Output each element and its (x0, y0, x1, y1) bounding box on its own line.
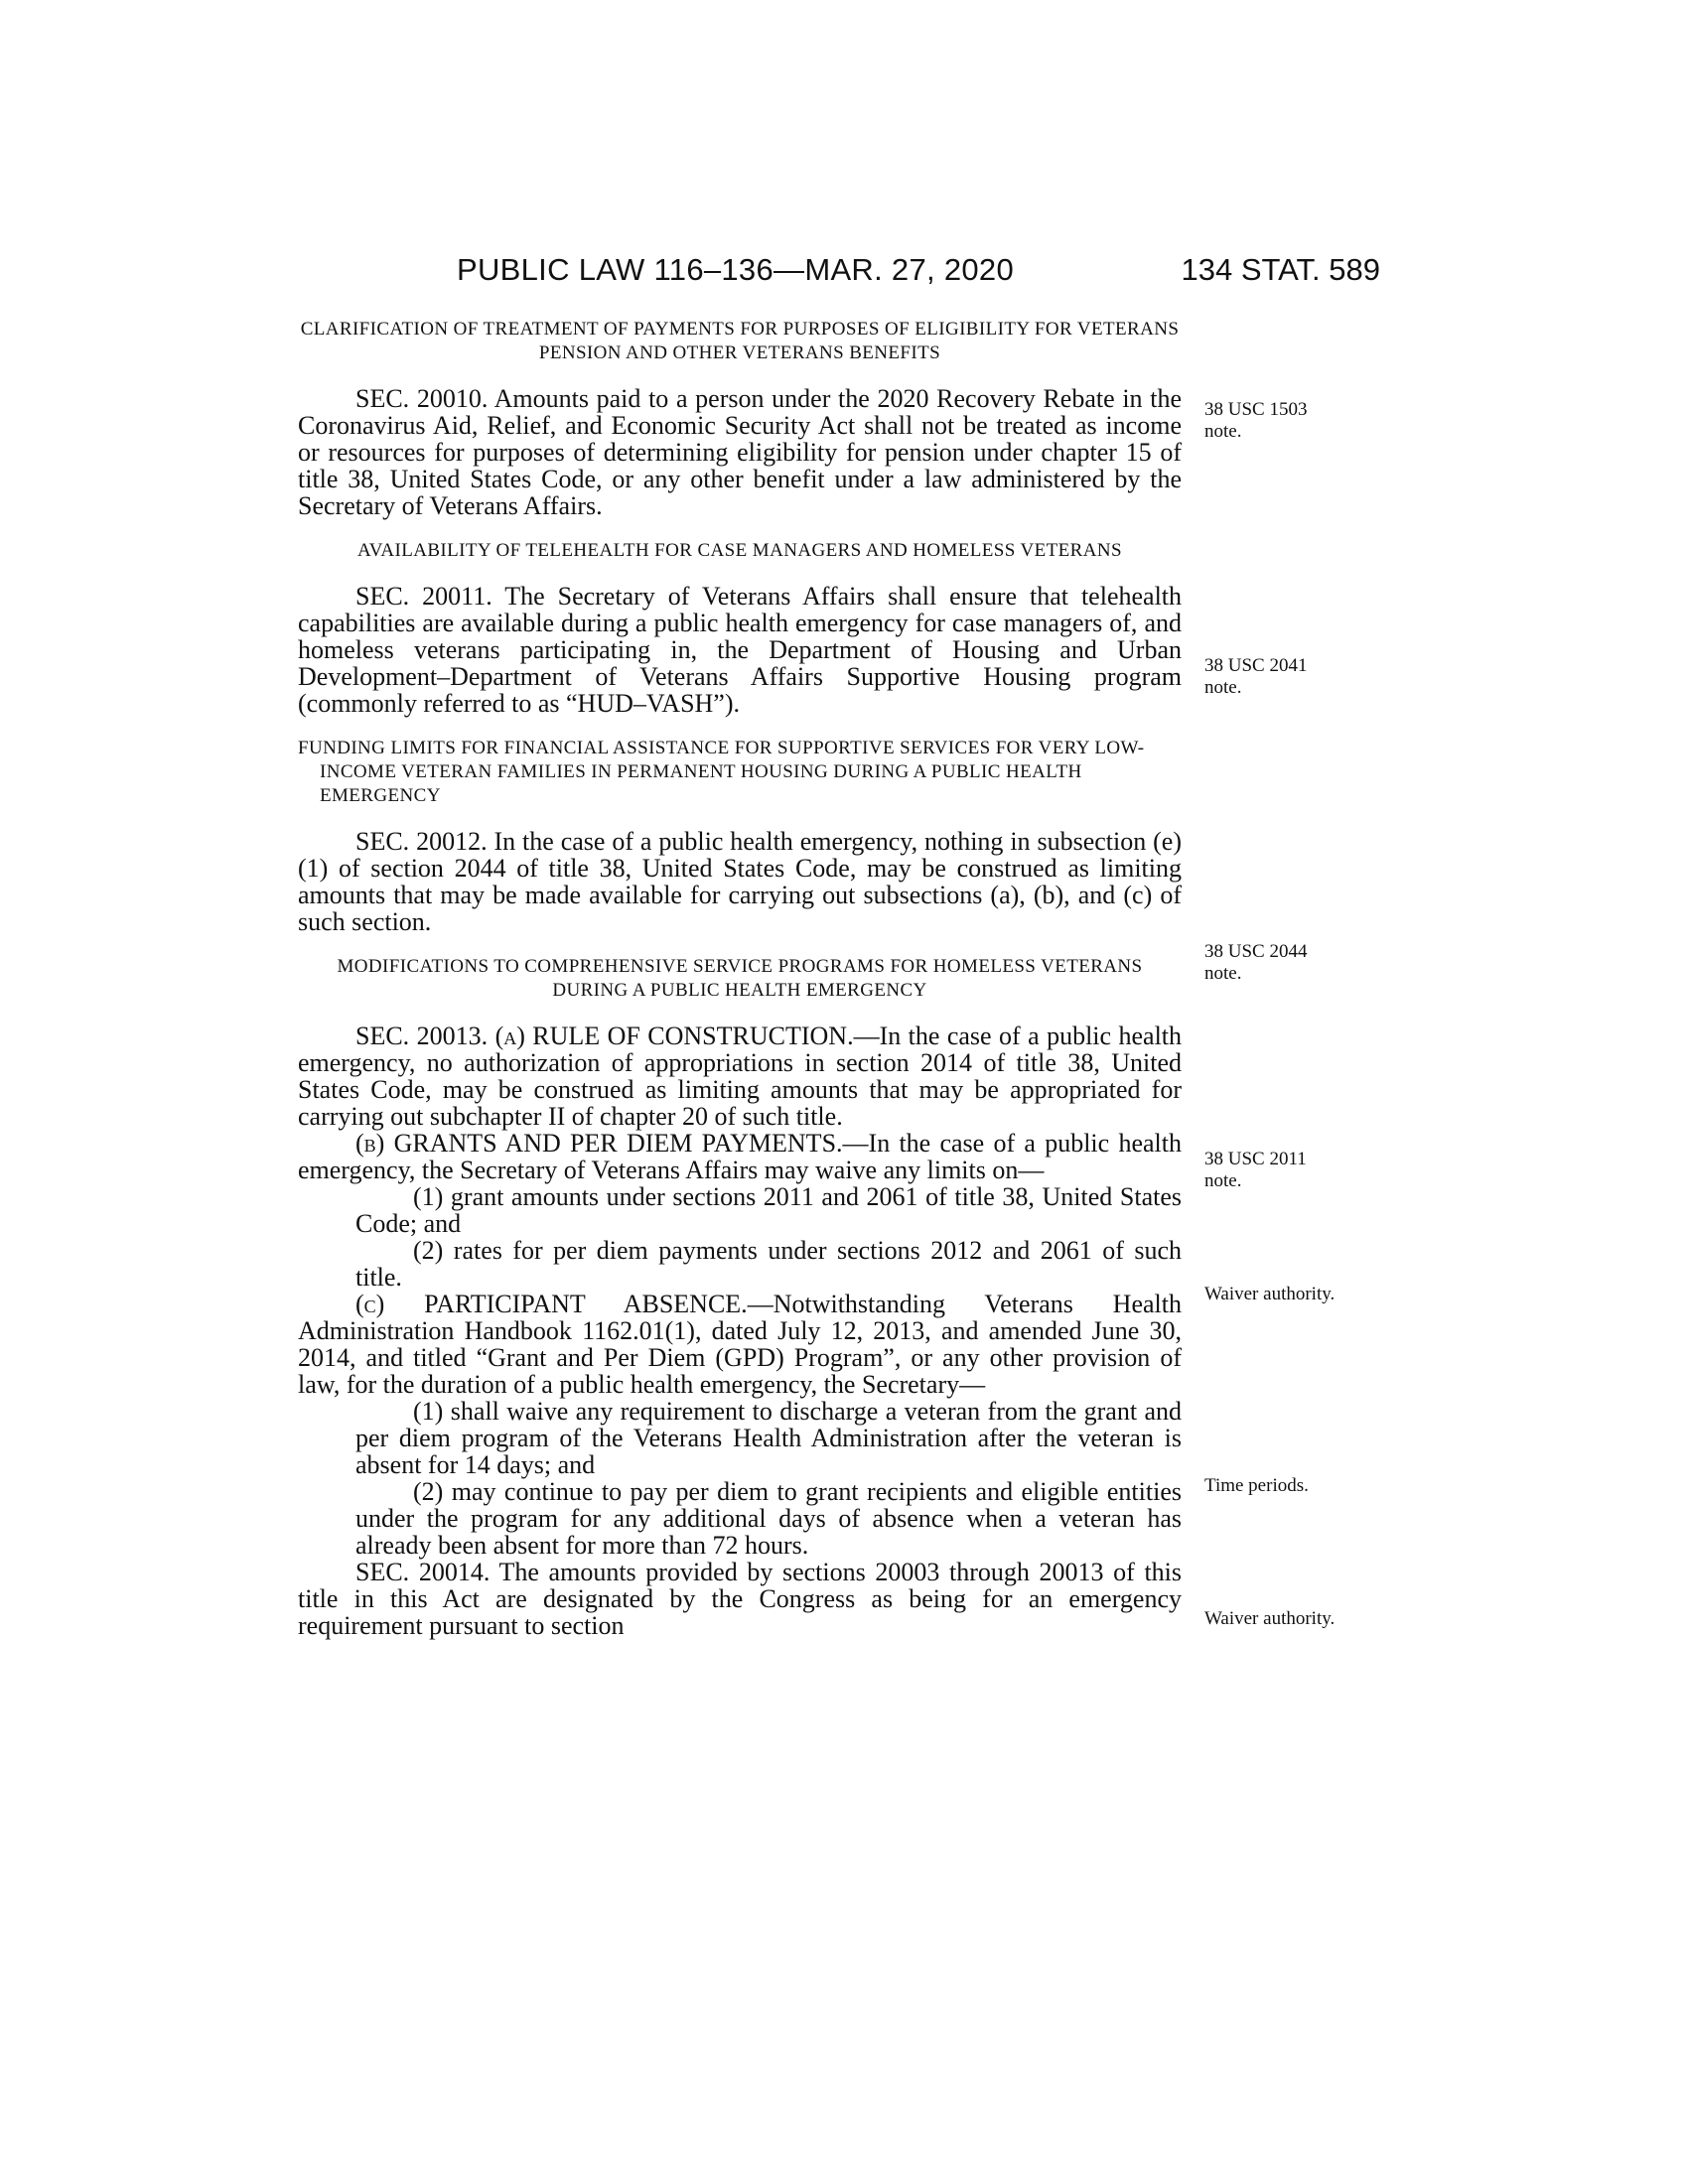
section-20010 (298, 385, 1182, 519)
margin-note-citation: 38 USC 2011 (1204, 1149, 1307, 1169)
margin-note-suffix: note. (1204, 1170, 1242, 1191)
section-heading-20010: CLARIFICATION OF TREATMENT OF PAYMENTS FOR PURPOSES OF ELIGIBILITY FOR VETERANS PENSION AND OTHER VETERANS BENEFITS (300, 319, 1180, 363)
public-law-title: PUBLIC LAW 116–136—MAR. 27, 2020 (457, 252, 1014, 287)
subsection-a-label: (a) RULE OF CONSTRUCTION. (494, 1022, 854, 1050)
section-text: In the case of a public health emergency, nothing in subsection (e)(1) of section 2044 of title 38, United States Code, may be construed as limiting amounts that may be made available for carrying out subsections (a), (b), and (c) of such section. (298, 827, 1182, 936)
margin-note-suffix: note. (1204, 963, 1242, 984)
section-text: The Secretary of Veterans Affairs shall ensure that telehealth capabilities are available during a public health emergency for case managers of, and homeless veterans participating in, the Department of Housing and Urban Development–Department of Veterans Affairs Supportive Housing program (commonly referred to as “HUD–VASH”). (298, 582, 1183, 718)
section-text: Amounts paid to a person under the 2020 Recovery Rebate in the Coronavirus Aid, Relief, and Economic Security Act shall not be treated as income or resources for purposes of determining eligibility for pension under chapter 15 of title 38, United States Code, or any other benefit under a law administered by the Secretary of Veterans Affairs. (298, 384, 1182, 520)
section-20013-b (298, 1130, 1182, 1183)
section-20014 (298, 1559, 1182, 1639)
paragraph-b1: (1) grant amounts under sections 2011 and 2061 of title 38, United States Code; and (355, 1182, 1182, 1238)
section-heading-20013: MODIFICATIONS TO COMPREHENSIVE SERVICE PROGRAMS FOR HOMELESS VETERANS DURING A PUBLIC HEALTH EMERGENCY (337, 956, 1143, 1001)
paragraph-c2: (2) may continue to pay per diem to grant recipients and eligible entities under the program for any additional days of absence when a veteran has already been absent for more than 72 hours. (355, 1477, 1182, 1560)
section-heading-20012: FUNDING LIMITS FOR FINANCIAL ASSISTANCE FOR SUPPORTIVE SERVICES FOR VERY LOW-INCOME VETERAN FAMILIES IN PERMANENT HOUSING DURING A PUBLIC HEALTH EMERGENCY (298, 738, 1145, 806)
main-text-column (298, 318, 1182, 1639)
subsection-c-text: —Notwithstanding Veterans Health Administration Handbook 1162.01(1), dated July 12, 2013, and amended June 30, 2014, and titled “Grant and Per Diem (GPD) Program”, or any other provision of law, for the duration of a public health emergency, the Secretary— (298, 1290, 1182, 1399)
section-label: SEC. 20010. (355, 384, 489, 413)
section-20013-c (298, 1291, 1182, 1398)
section-20013-a (298, 1023, 1182, 1130)
section-label: SEC. 20013. (355, 1022, 489, 1050)
margin-note-2041 (1204, 655, 1307, 699)
subsection-b-text: —In the case of a public health emergency, the Secretary of Veterans Affairs may waive any limits on— (298, 1129, 1182, 1184)
subsection-b-label: (b) GRANTS AND PER DIEM PAYMENTS. (355, 1129, 843, 1158)
margin-note-2044 (1204, 941, 1307, 985)
margin-note-citation: 38 USC 2041 (1204, 655, 1308, 676)
margin-note-time-periods: Time periods. (1204, 1475, 1309, 1496)
margin-note-suffix: note. (1204, 421, 1242, 442)
margin-note-1503 (1204, 399, 1307, 443)
margin-note-suffix: note. (1204, 677, 1242, 698)
subsection-c-label: (c) PARTICIPANT ABSENCE. (355, 1290, 748, 1318)
section-label: SEC. 20014. (355, 1558, 491, 1586)
section-20012 (298, 828, 1182, 935)
section-label: SEC. 20012. (355, 827, 488, 856)
margin-note-citation: 38 USC 2044 (1204, 941, 1308, 962)
section-text: The amounts provided by sections 20003 through 20013 of this title in this Act are designated by the Congress as being for an emergency requirement pursuant to section (298, 1558, 1183, 1640)
margin-note-2011 (1204, 1149, 1307, 1192)
margin-note-waiver-2: Waiver authority. (1204, 1608, 1336, 1629)
margin-notes (1204, 0, 1403, 2184)
paragraph-b2: (2) rates for per diem payments under sections 2012 and 2061 of such title. (355, 1236, 1182, 1292)
margin-note-citation: 38 USC 1503 (1204, 399, 1308, 420)
section-label: SEC. 20011. (355, 582, 492, 611)
section-heading-20011: AVAILABILITY OF TELEHEALTH FOR CASE MANAGERS AND HOMELESS VETERANS (357, 540, 1122, 561)
margin-note-waiver-1: Waiver authority. (1204, 1284, 1336, 1304)
section-20011 (298, 583, 1182, 717)
subsection-a-text: —In the case of a public health emergency, no authorization of appropriations in section 2014 of title 38, United States Code, may be construed as limiting amounts that may be appropriated for carrying out subchapter II of chapter 20 of such title. (298, 1022, 1183, 1131)
stat-page-number: 134 STAT. 589 (1181, 252, 1380, 287)
paragraph-c1: (1) shall waive any requirement to discharge a veteran from the grant and per diem program of the Veterans Health Administration after the veteran is absent for 14 days; and (355, 1397, 1182, 1479)
